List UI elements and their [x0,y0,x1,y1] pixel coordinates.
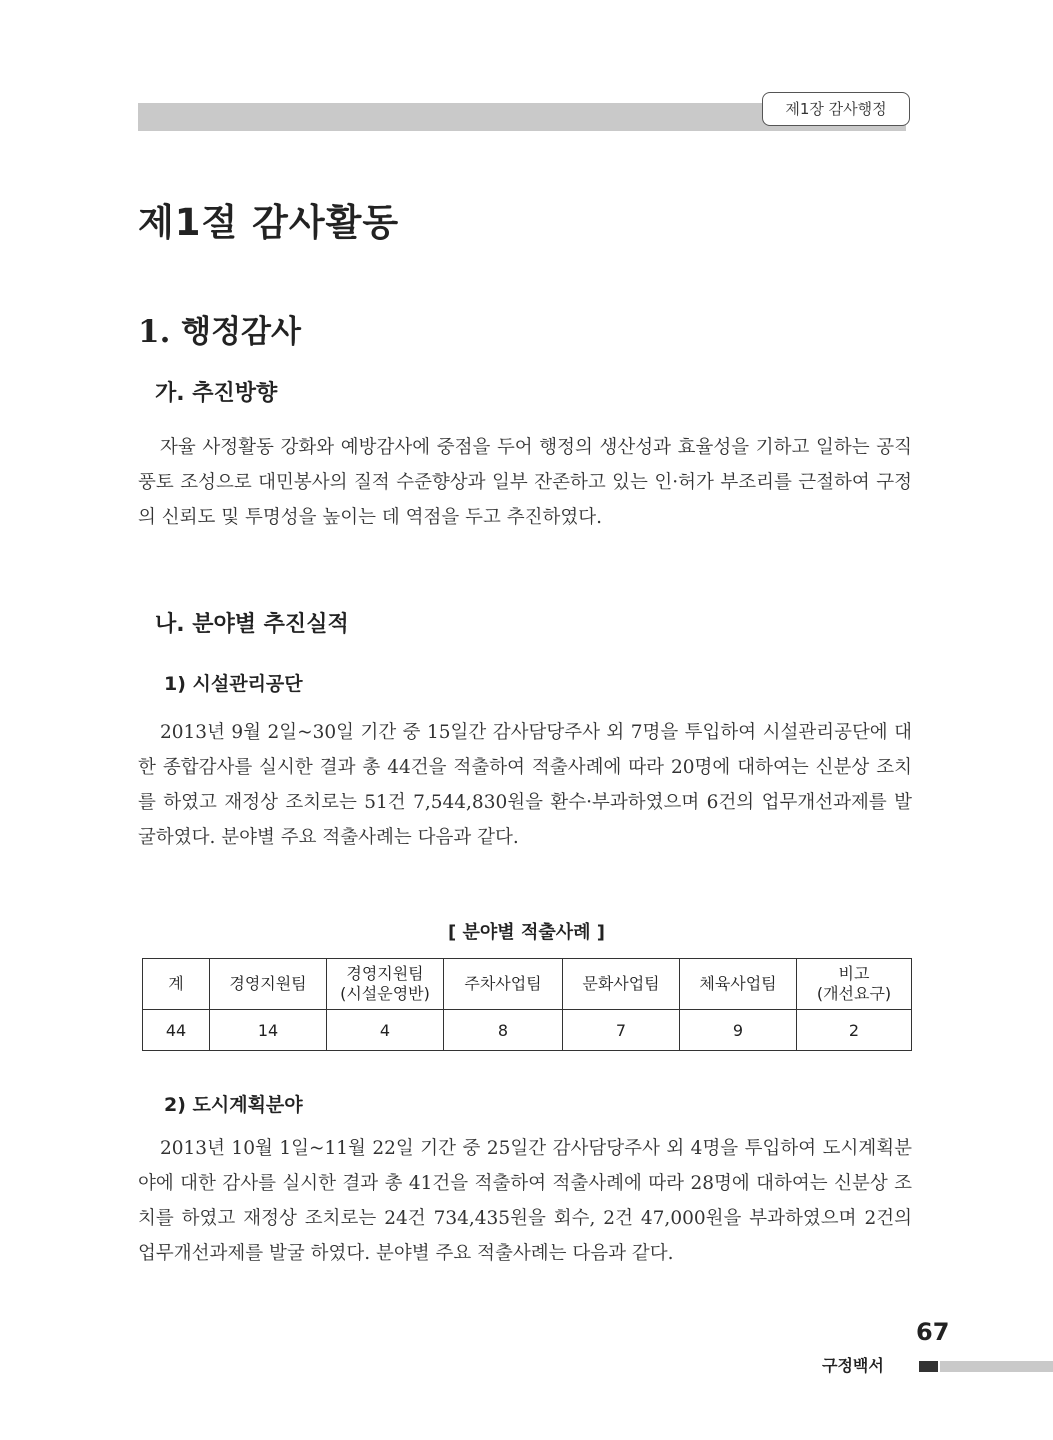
table-header-row [143,959,912,1010]
subsection-title: 1. 행정감사 [138,314,301,350]
header-total: 계 [143,959,210,1010]
header-parking: 주차사업팀 [444,959,563,1010]
header-culture: 문화사업팀 [563,959,680,1010]
header-management: 경영지원팀 [210,959,327,1010]
section-title: 제1절 감사활동 [138,201,400,244]
item-urban-planning-title: 2) 도시계획분야 [164,1094,303,1116]
cell-sports: 9 [680,1010,797,1051]
cell-parking: 8 [444,1010,563,1051]
header-sports: 체육사업팀 [680,959,797,1010]
table-row [143,1010,912,1051]
footer-bar [940,1361,1053,1372]
cell-culture: 7 [563,1010,680,1051]
header-management-facility: 경영지원팀 (시설운영반) [327,959,444,1010]
page-number: 67 [916,1318,950,1346]
heading-results: 나. 분야별 추진실적 [155,612,349,637]
header-remarks: 비고 (개선요구) [797,959,912,1010]
cell-management-facility: 4 [327,1010,444,1051]
table-title: [ 분야별 적출사례 ] [448,922,605,943]
item-facility-title: 1) 시설관리공단 [164,673,303,695]
paragraph-facility: 2013년 9월 2일~30일 기간 중 15일간 감사담당주사 외 7명을 투입하여 시설관리공단에 대한 종합감사를 실시한 결과 총 44건을 적출하여 적출사례에 따라 20명에 대하여는 신분상 조치를 하였고 재정상 조치로는 51건 7,544,830원을 환수·부과하였으며 6건의 업무개선과제를 발굴하였다. 분야별 주요 적출사례는 다음과 같다. [138,722,912,848]
heading-direction: 가. 추진방향 [155,381,278,406]
cell-total: 44 [143,1010,210,1051]
footer-marker [919,1361,938,1372]
paragraph-direction: 자율 사정활동 강화와 예방감사에 중점을 두어 행정의 생산성과 효율성을 기하고 일하는 공직풍토 조성으로 대민봉사의 질적 수준향상과 일부 잔존하고 있는 인·허가 부조리를 근절하여 구정의 신뢰도 및 투명성을 높이는 데 역점을 두고 추진하였다. [138,437,912,528]
findings-table [142,958,912,1051]
chapter-tab: 제1장 감사행정 [762,92,910,126]
book-title: 구정백서 [822,1356,884,1375]
cell-management: 14 [210,1010,327,1051]
paragraph-urban-planning: 2013년 10월 1일~11월 22일 기간 중 25일간 감사담당주사 외 4명을 투입하여 도시계획분야에 대한 감사를 실시한 결과 총 41건을 적출하여 적출사례에 따라 28명에 대하여는 신분상 조치를 하였고 재정상 조치로는 24건 734,435원을 회수, 2건 47,000원을 부과하였으며 2건의 업무개선과제를 발굴 하였다. 분야별 주요 적출사례는 다음과 같다. [138,1138,912,1264]
cell-remarks: 2 [797,1010,912,1051]
